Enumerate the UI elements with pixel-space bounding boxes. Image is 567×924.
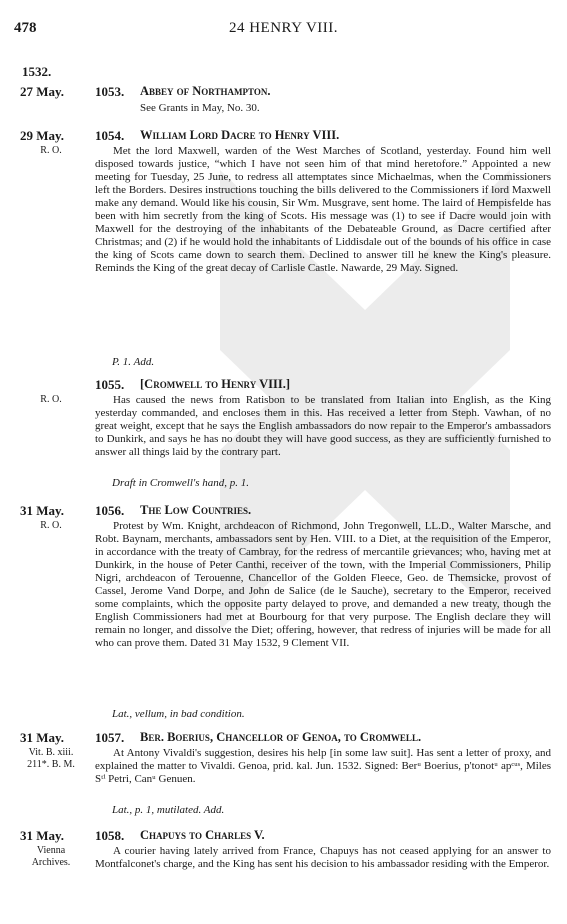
entry-source: R. O. bbox=[40, 520, 62, 531]
entry-heading: Ber. Boerius, Chancellor of Genoa, to Cromwell. bbox=[140, 730, 422, 744]
cross-reference: See Grants in May, No. 30. bbox=[140, 102, 260, 114]
entry-date: 29 May. bbox=[20, 128, 65, 143]
entry-body: Protest by Wm. Knight, archdeacon of Richmond, John Tregonwell, LL.D., Walter Marsche, and Robt. Baynam, merchants, ambassadors sent by Hen. VIII. to a Diet, at the requisition of the Emperor, in accordance with the treaty of Cambray, for the redress of mercantile grievances; who, having met at Dunkirk, in the house of Peter Canthi, receiver of the town, with the Imperial Commissioners, Philip Nigri, archdeacon of Terouenne, Chancellor of the Golden Fleece, Geo. de Themsicke, provost of Cassel, Jerome Vand Dorpe, and John de Salice (de le Sauche), secretary to the Emperor, received some complaints, which the opposite party delayed to prove, and demanded a new treaty, though the English Commissioners had met at Bourbourg for that very purpose. The English declare they will remain no longer, and dissolve the Diet; offering, however, that redress of injuries will be made for all who can prove them. Dated 31 May 1532, 9 Clement VII. bbox=[95, 520, 551, 649]
entry-heading: William Lord Dacre to Henry VIII. bbox=[140, 128, 340, 142]
entry-body: Has caused the news from Ratisbon to be translated from Italian into English, as the King yesterday commanded, and encloses them in this. Has received a letter from Steph. Vawhan, of no great weight, except that he says the English ambassadors do now repair to the Emperor's ambassadors to Dunkirk, and says he has no doubt they will have good success, as they are sufficiently furnished to answer all things laid by the contrary part. bbox=[95, 394, 551, 458]
entry-number: 1058. bbox=[95, 828, 125, 843]
running-title: 24 HENRY VIII. bbox=[228, 20, 339, 36]
entry-note: P. 1. Add. bbox=[112, 356, 155, 368]
entry-heading: [Cromwell to Henry VIII.] bbox=[140, 377, 290, 391]
entry-number: 1055. bbox=[95, 377, 125, 392]
entry-note: Lat., vellum, in bad condition. bbox=[112, 708, 245, 720]
entry-date: 31 May. bbox=[20, 730, 65, 745]
entry-source: R. O. bbox=[40, 145, 62, 156]
entry-source: Vit. B. xiii. 211*. B. M. bbox=[27, 747, 75, 770]
entry-source: R. O. bbox=[40, 394, 62, 405]
entry-date: 31 May. bbox=[20, 828, 65, 843]
entry-note: Lat., p. 1, mutilated. Add. bbox=[112, 804, 225, 816]
entry-body: At Antony Vivaldi's suggestion, desires his help [in some law suit]. Has sent a letter of proxy, and explained the matter to Vivaldi. Genoa, prid. kal. Jun. 1532. Signed: Berᵘ Boerius, p'tonotᵘ apᶜᵘˢ, Miles Sᵗⁱ Petri, Canᵘ Genuen. bbox=[95, 747, 551, 785]
entry-number: 1057. bbox=[95, 730, 125, 745]
entry-heading: The Low Countries. bbox=[140, 503, 252, 517]
entry-note: Draft in Cromwell's hand, p. 1. bbox=[112, 477, 250, 489]
entry-number: 1054. bbox=[95, 128, 125, 143]
entry-heading: Abbey of Northampton. bbox=[140, 84, 271, 98]
entry-body: Met the lord Maxwell, warden of the West Marches of Scotland, yesterday. Found him well disposed towards justice, “which I have not seen him of that mind heretofore.” Appointed a new meeting for Tuesday, 25 June, to redress all attemptates since Michaelmas, when the Commissioners left the Borders. Desires instructions touching the bills delivered to the Commissioners if lord Maxwell make any demand. Would like his cousin, Sir Wm. Musgrave, sent home. The laird of Hempisfelde has been with him secretly from the king of Scots. His message was (1) to see if Dacre would join with Maxwell for the destroying of the inhabitants of the Debateable Ground, as Dacre certified after Christmas; and (2) if he would hold the inhabitants of Liddisdale out of the bounds of his office in case the king of Scots came down to search them. Declined to answer till he knew the King's pleasure. Reminds the King of the great decay of Carlisle Castle. Nawarde, 29 May. Signed. bbox=[95, 145, 551, 274]
year-heading: 1532. bbox=[22, 64, 52, 79]
running-header bbox=[0, 20, 567, 40]
page-number: 478 bbox=[14, 20, 37, 36]
entry-heading: Chapuys to Charles V. bbox=[140, 828, 265, 842]
entry-date: 31 May. bbox=[20, 503, 65, 518]
entry-number: 1053. bbox=[95, 84, 125, 99]
entry-body: A courier having lately arrived from France, Chapuys has not ceased applying for an answer to Montfalconet's charge, and the King has sent his decision to his ambassador residing with the Emperor. bbox=[95, 845, 551, 870]
entry-source: Vienna Archives. bbox=[31, 845, 71, 868]
entry-number: 1056. bbox=[95, 503, 125, 518]
entry-date: 27 May. bbox=[20, 84, 65, 99]
